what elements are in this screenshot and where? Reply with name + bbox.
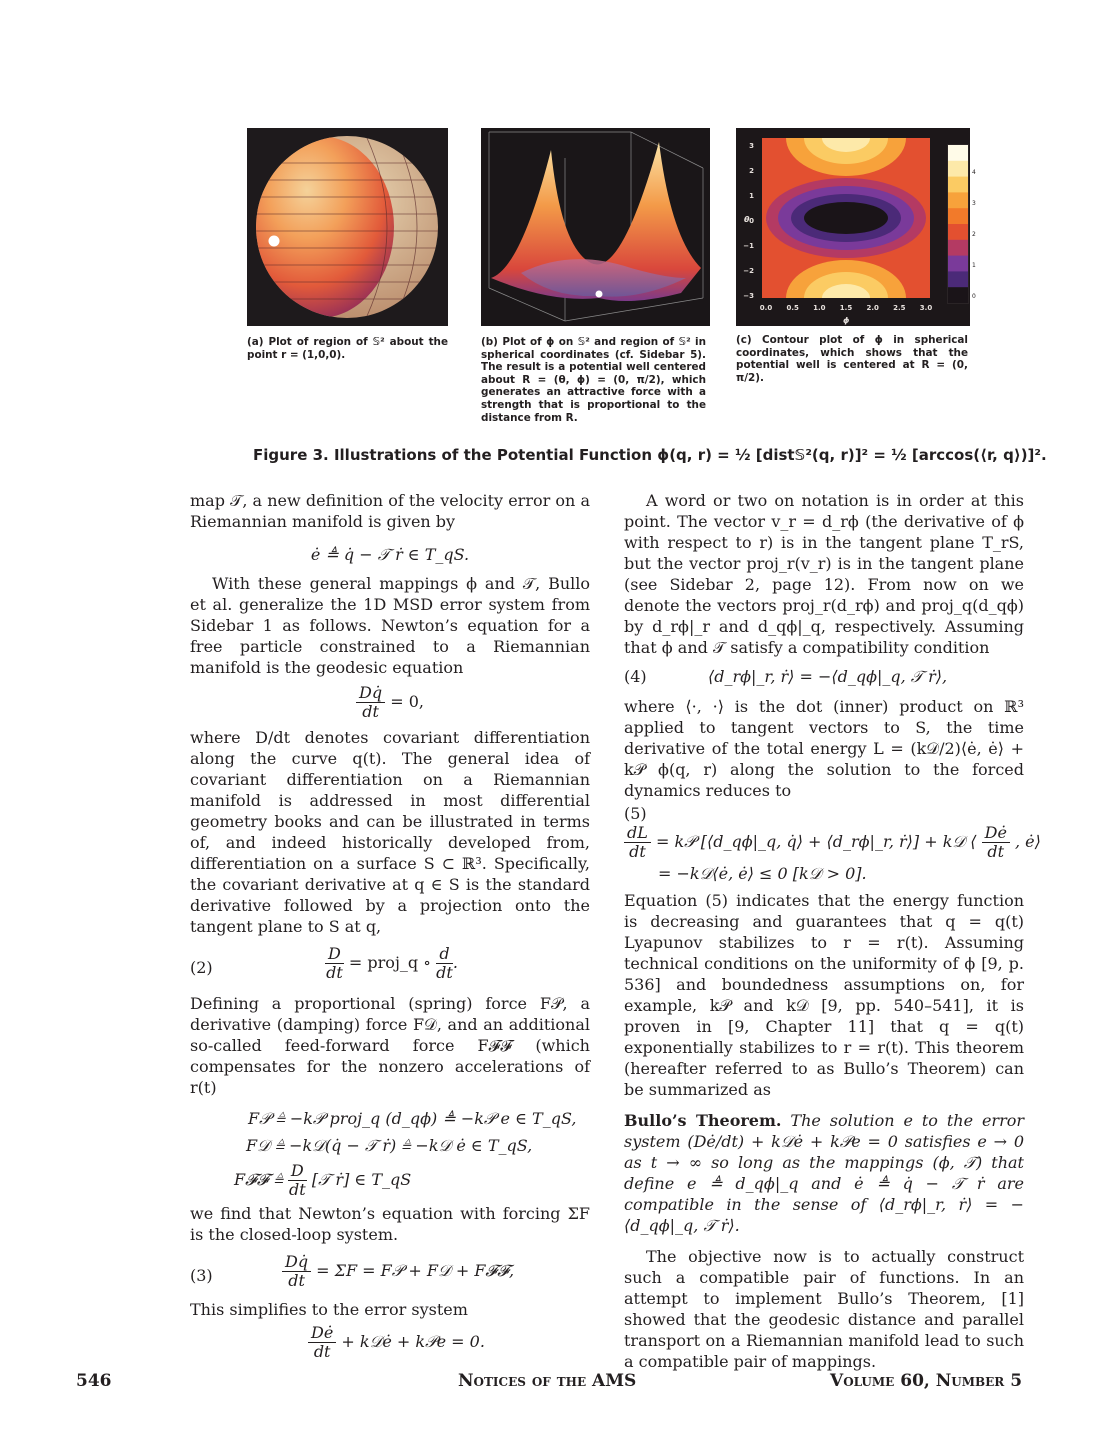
contour-y-tick: −2 bbox=[743, 267, 754, 275]
right-column bbox=[624, 490, 1041, 1372]
equation-3: (3) $\frac{Dq̇}{dt}$ = ΣF = F𝒫 + F𝒟 + F𝓕𝓕, bbox=[190, 1252, 515, 1290]
contour-x-tick: 3.0 bbox=[919, 304, 933, 312]
colorbar-band bbox=[948, 287, 968, 303]
equation-velocity-error: ė ≜ q̇ − 𝒯 ṙ ∈ T_qS. bbox=[310, 545, 470, 564]
theorem-body: The solution e to the error system (Dė/dt) + k𝒟ė + k𝒫e = 0 satisfies e → 0 as t → ∞ so long as the mappings (ϕ, 𝒯) that define e ≜ d_qϕ|_q and ė ≜ q̇ − 𝒯 ṙ are compatible in the sense of ⟨d_rϕ|_r, ṙ⟩ = −⟨d_qϕ|_q, 𝒯 ṙ⟩. bbox=[624, 1111, 1025, 1235]
caption-panel-a: (a) Plot of region of 𝕊² about the point r = (1,0,0). bbox=[247, 336, 448, 361]
equation-5-label: (5) bbox=[624, 804, 647, 823]
contour-y-tick: −1 bbox=[743, 242, 754, 250]
right-paragraph-4: The objective now is to actually construct such a compatible pair of functions. In an attempt to implement Bullo’s Theorem, [1] showed that the geodesic distance and parallel transport on a Riemannian manifold lead to such a compatible pair of mappings. bbox=[624, 1247, 1024, 1371]
colorbar-tick: 1 bbox=[972, 262, 976, 269]
equation-force-p: F𝒫 ≜ −k𝒫 proj_q (d_qϕ) ≜ −k𝒫 e ∈ T_qS, bbox=[248, 1109, 577, 1128]
colorbar-band bbox=[948, 161, 968, 177]
theorem-title: Bullo’s Theorem. bbox=[624, 1111, 782, 1130]
equation-force-d: F𝒟 ≜ −k𝒟(q̇ − 𝒯 ṙ) ≜ −k𝒟 ė ∈ T_qS, bbox=[246, 1136, 533, 1155]
left-paragraph-5: we find that Newton’s equation with forcing ΣF is the closed-loop system. bbox=[190, 1204, 590, 1244]
equation-3-label: (3) bbox=[190, 1266, 213, 1285]
colorbar-band bbox=[948, 192, 968, 208]
point-r-marker bbox=[269, 236, 280, 247]
equation-4: (4) ⟨d_rϕ|_r, ṙ⟩ = −⟨d_qϕ|_q, 𝒯 ṙ⟩, bbox=[624, 667, 948, 686]
right-paragraph-3: Equation (5) indicates that the energy function is decreasing and guarantees that q = q(t) Lyapunov stabilizes to r = r(t). Assuming technical conditions on the uniformity of ϕ [9, p. 536] and boundedness assumptions on, for example, k𝒫 and k𝒟 [9, pp. 540–541], it is proven in [9, Chapter 11] that q = q(t) exponentially stabilizes to r = r(t). This theorem (hereafter referred to as Bullo’s Theorem) can be summarized as bbox=[624, 891, 1024, 1099]
well-center-marker bbox=[596, 291, 603, 298]
contour-y-tick: 1 bbox=[749, 192, 754, 200]
bullo-theorem bbox=[624, 1110, 1024, 1236]
right-paragraph-1: A word or two on notation is in order at this point. The vector v_r = d_rϕ (the derivative of ϕ with respect to r) is in the tangent plane T_rS, but the vector proj_r(v_r) is in the tangent plane (see Sidebar 2, page 12). From now on we denote the vectors proj_r(d_rϕ) and proj_q(d_qϕ) by d_rϕ|_r and d_qϕ|_q, respectively. Assuming that ϕ and 𝒯 satisfy a compatibility condition bbox=[624, 491, 1024, 657]
colorbar-band bbox=[948, 240, 968, 256]
left-paragraph-2: With these general mappings ϕ and 𝒯, Bullo et al. generalize the 1D MSD error system from Sidebar 1 as follows. Newton’s equation for a free particle constrained to a Riemannian manifold is the geodesic equation bbox=[190, 574, 590, 677]
figure-title: Figure 3. Illustrations of the Potential Function ϕ(q, r) = ½ [dist𝕊²(q, r)]² = ½ [arccos(⟨r, q⟩)]². bbox=[253, 446, 1047, 464]
colorbar-band bbox=[948, 145, 968, 161]
equation-5-line-2: = −k𝒟⟨ė, ė⟩ ≤ 0 [k𝒟 > 0]. bbox=[658, 864, 867, 883]
colorbar-band bbox=[948, 177, 968, 193]
equation-force-ff: F𝓕𝓕 ≜ $\frac{D}{dt}$ [𝒯 ṙ] ∈ T_qS bbox=[234, 1161, 412, 1199]
left-paragraph-1: map 𝒯, a new definition of the velocity error on a Riemannian manifold is given by bbox=[190, 491, 590, 531]
surface-plot bbox=[481, 128, 710, 326]
colorbar-band bbox=[948, 208, 968, 224]
equation-2-label: (2) bbox=[190, 958, 213, 977]
colorbar-ticks bbox=[970, 144, 990, 302]
caption-panel-b: (b) Plot of ϕ on 𝕊² and region of 𝕊² in spherical coordinates (cf. Sidebar 5). The result is a potential well centered about R = (θ, ϕ) = (0, π/2), which generates an attractive force with a strength that is proportional to the distance from R. bbox=[481, 336, 706, 424]
colorbar-band bbox=[948, 256, 968, 272]
volume-number: Volume 60, Number 5 bbox=[830, 1371, 1023, 1391]
contour-x-tick: 0.5 bbox=[786, 304, 799, 312]
contour-x-tick: 2.0 bbox=[866, 304, 879, 312]
contour-y-tick: 0 bbox=[749, 217, 754, 225]
figure-panel-b-surface bbox=[481, 128, 710, 326]
contour-x-tick: 0.0 bbox=[759, 304, 773, 312]
colorbar-band bbox=[948, 271, 968, 287]
equation-geodesic: $\frac{Dq̇}{dt}$ = 0, bbox=[190, 684, 590, 721]
left-column bbox=[190, 490, 590, 1365]
journal-name: Notices of the AMS bbox=[458, 1371, 637, 1391]
colorbar-tick: 4 bbox=[972, 169, 976, 176]
equation-5-line-1: $\frac{dL}{dt}$ = k𝒫 [⟨d_qϕ|_q, q̇⟩ + ⟨d_rϕ|_r, ṙ⟩] + k𝒟 ⟨ $\frac{Dė}{dt}$ , ė⟩ bbox=[624, 824, 1024, 861]
contour-y-axis-label: θ bbox=[744, 215, 750, 224]
left-paragraph-4: Defining a proportional (spring) force F𝒫, a derivative (damping) force F𝒟, and an additional so-called feed-forward force F𝓕𝓕 (which compensates for the nonzero accelerations of r(t) bbox=[190, 994, 590, 1097]
colorbar-tick: 0 bbox=[972, 293, 976, 300]
contour-x-axis-label: ϕ bbox=[843, 316, 850, 325]
colorbar-tick: 3 bbox=[972, 200, 976, 207]
contour-y-tick: 3 bbox=[749, 142, 754, 150]
colorbar-tick: 2 bbox=[972, 231, 976, 238]
contour-colorbar bbox=[947, 144, 969, 304]
sphere-plot bbox=[247, 128, 448, 326]
figure-panel-a-sphere bbox=[247, 128, 448, 326]
figure-panel-c-contour bbox=[736, 128, 970, 326]
equation-2: (2) $\frac{D}{dt}$ = proj_q ∘ $\frac{d}{dt}$ . bbox=[190, 944, 458, 982]
contour-y-tick: 2 bbox=[749, 167, 754, 175]
left-paragraph-3: where D/dt denotes covariant differentiation along the curve q(t). The general idea of covariant differentiation on a Riemannian manifold is addressed in most differential geometry books and can be illustrated in terms of, and indeed historically developed from, differentiation on a surface S ⊂ ℝ³. Specifically, the covariant derivative at q ∈ S is the standard derivative followed by a projection onto the tangent plane to S at q, bbox=[190, 728, 590, 936]
contour-plot bbox=[736, 128, 970, 326]
contour-x-tick: 1.5 bbox=[839, 304, 853, 312]
contour-y-tick: −3 bbox=[743, 292, 754, 300]
right-paragraph-2: where ⟨·, ·⟩ is the dot (inner) product on ℝ³ applied to tangent vectors to S, the time derivative of the total energy L = (k𝒟/2)⟨ė, ė⟩ + k𝒫 ϕ(q, r) along the solution to the forced dynamics reduces to bbox=[624, 697, 1024, 800]
equation-error-system: $\frac{Dė}{dt}$ + k𝒟ė + k𝒫e = 0. bbox=[190, 1324, 590, 1361]
contour-x-tick: 2.5 bbox=[893, 304, 906, 312]
left-paragraph-6: This simplifies to the error system bbox=[190, 1300, 468, 1319]
equation-4-label: (4) bbox=[624, 667, 647, 686]
page-number: 546 bbox=[76, 1371, 112, 1391]
caption-panel-c: (c) Contour plot of ϕ in spherical coordinates, which shows that the potential well is centered at R = (0, π/2). bbox=[736, 334, 968, 384]
contour-x-tick: 1.0 bbox=[813, 304, 826, 312]
colorbar-band bbox=[948, 224, 968, 240]
